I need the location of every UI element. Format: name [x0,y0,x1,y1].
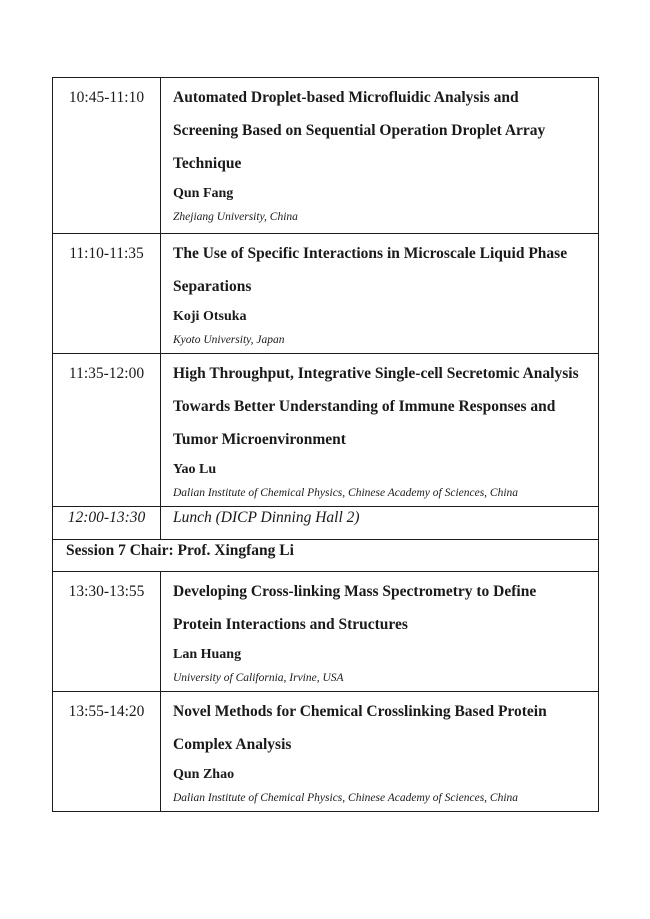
speaker-name: Qun Zhao [173,767,235,782]
time-slot: 13:30-13:55 [68,583,145,600]
table-row-talk-1 [53,78,599,234]
speaker-name: Lan Huang [173,647,242,662]
table-row-talk-5 [53,692,599,812]
affiliation: Dalian Institute of Chemical Physics, Chinese Academy of Sciences, China [173,487,519,499]
affiliation: Dalian Institute of Chemical Physics, Chinese Academy of Sciences, China [173,792,519,804]
talk-title: The Use of Specific Interactions in Microscale Liquid Phase Separations [173,245,568,295]
speaker-name: Yao Lu [173,462,217,477]
talk-cell [161,234,599,354]
schedule-table [52,77,599,812]
table-row-session-header [53,540,599,572]
session-header-cell [53,540,599,572]
talk-title: Novel Methods for Chemical Crosslinking Based Protein Complex Analysis [173,703,547,753]
talk-cell [161,692,599,812]
speaker-name: Koji Otsuka [173,309,247,324]
time-slot: 11:10-11:35 [69,245,144,262]
speaker-name: Qun Fang [173,186,234,201]
time-cell [53,692,161,812]
time-slot: 12:00-13:30 [67,509,146,526]
talk-title: Developing Cross-linking Mass Spectrometry to Define Protein Interactions and Structures [173,583,537,633]
session-header-label: Session 7 Chair: Prof. Xingfang Li [66,542,294,559]
time-slot: 13:55-14:20 [68,703,145,720]
table-row-talk-2 [53,234,599,354]
lunch-label: Lunch (DICP Dinning Hall 2) [173,509,360,526]
time-slot: 11:35-12:00 [68,365,145,382]
talk-title: High Throughput, Integrative Single-cell Secretomic Analysis Towards Better Understanding of Immune Responses and Tumor Microenvironment [173,365,579,448]
affiliation: Kyoto University, Japan [173,334,285,346]
table-row-talk-3 [53,354,599,507]
time-cell [53,572,161,692]
affiliation: University of California, Irvine, USA [173,672,344,684]
talk-cell [161,572,599,692]
time-slot: 10:45-11:10 [68,89,145,106]
table-row-talk-4 [53,572,599,692]
talk-cell [161,78,599,234]
affiliation: Zhejiang University, China [173,211,298,223]
table-row-lunch [53,507,599,540]
talk-cell [161,354,599,507]
time-cell [53,507,161,540]
time-cell [53,234,161,354]
talk-title: Automated Droplet-based Microfluidic Analysis and Screening Based on Sequential Operation Droplet Array Technique [173,89,546,172]
time-cell [53,78,161,234]
time-cell [53,354,161,507]
lunch-cell [161,507,599,540]
